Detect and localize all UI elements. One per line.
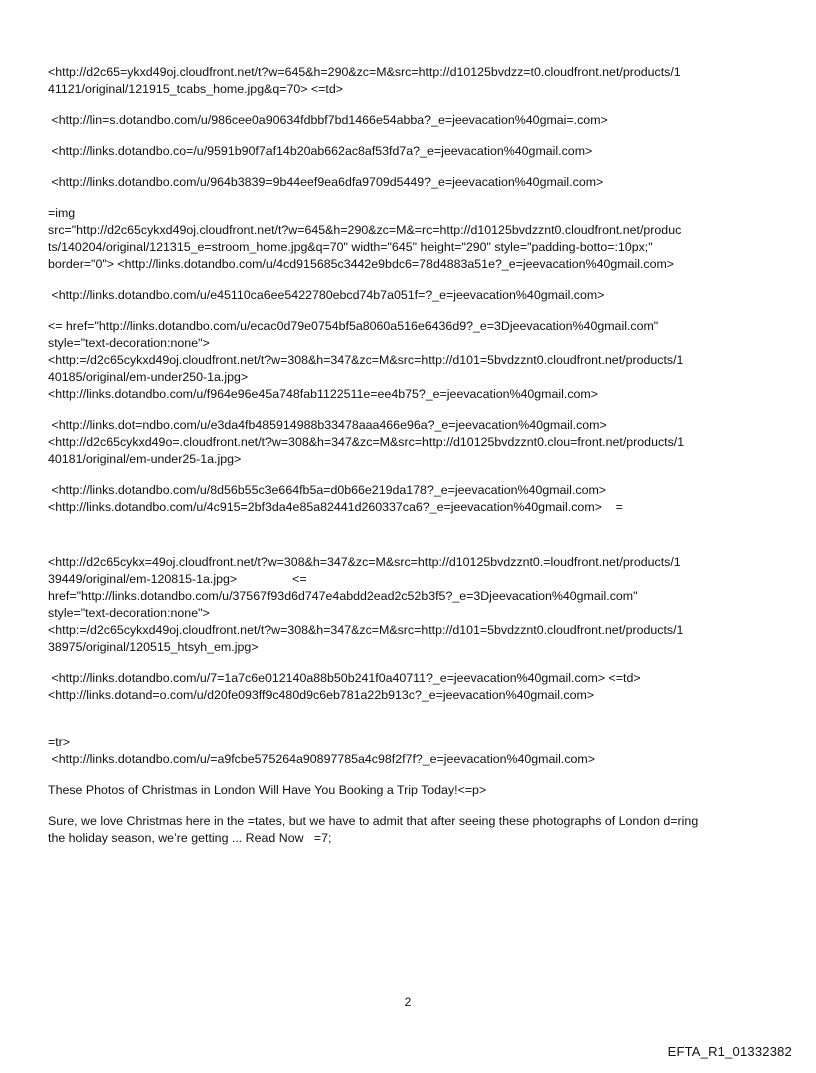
text-line: <http://lin=s.dotandbo.com/u/986cee0a90634fdbbf7bd1466e54abba?_e=jeevacation%40gmai=.com> bbox=[48, 113, 608, 127]
text-line: border="0"> <http://links.dotandbo.com/u/4cd915685c3442e9bdc6=78d4883a51e?_e=jeevacation%40gmail.com> bbox=[48, 257, 675, 271]
text-line: 39449/original/em-120815-1a.jpg> <= bbox=[48, 572, 307, 586]
text-line: <http://links.dotandbo.com/u/964b3839=9b44eef9ea6dfa9709d5449?_e=jeevacation%40gmail.com> bbox=[48, 175, 604, 189]
text-line: 41121/original/121915_tcabs_home.jpg&q=70> <=td> bbox=[48, 82, 343, 96]
text-line: ts/140204/original/121315_e=stroom_home.jpg&q=70" width="645" height="290" style="padding-botto=:10px;" bbox=[48, 240, 653, 254]
document-paragraph bbox=[48, 143, 778, 160]
text-line: <http://d2c65cykx=49oj.cloudfront.net/t?w=308&h=347&zc=M&src=http://d10125bvdzznt0.=loudfront.net/products/1 bbox=[48, 555, 681, 569]
text-line: <http://links.dotandbo.com/u/=a9fcbe575264a90897785a4c98f2f7f?_e=jeevacation%40gmail.com> bbox=[48, 752, 595, 766]
text-line: <http:=/d2c65cykxd49oj.cloudfront.net/t?w=308&h=347&zc=M&src=http://d101=5bvdzznt0.cloudfront.net/products/1 bbox=[48, 623, 684, 637]
text-line: style="text-decoration:none"> bbox=[48, 336, 210, 350]
text-line: <http://d2c65=ykxd49oj.cloudfront.net/t?w=645&h=290&zc=M&src=http://d10125bvdzz=t0.cloudfront.net/products/1 bbox=[48, 65, 681, 79]
text-line: href="http://links.dotandbo.com/u/37567f93d6d747e4abdd2ead2c52b3f5?_e=3Djeevacation%40gmail.com" bbox=[48, 589, 638, 603]
document-paragraph bbox=[48, 734, 778, 768]
text-line: <http://links.dot=ndbo.com/u/e3da4fb485914988b33478aaa466e96a?_e=jeevacation%40gmail.com> bbox=[48, 418, 607, 432]
text-line: 40181/original/em-under25-1a.jpg> bbox=[48, 452, 242, 466]
document-paragraph bbox=[48, 174, 778, 191]
text-line: <http://links.dotandbo.com/u/8d56b55c3e664fb5a=d0b66e219da178?_e=jeevacation%40gmail.com> bbox=[48, 483, 607, 497]
document-paragraph bbox=[48, 670, 778, 704]
document-paragraph bbox=[48, 205, 778, 273]
text-line: <http://links.dotandbo.co=/u/9591b90f7af14b20ab662ac8af53fd7a?_e=jeevacation%40gmail.com> bbox=[48, 144, 593, 158]
text-line: <http://links.dotandbo.com/u/f964e96e45a748fab1122511e=ee4b75?_e=jeevacation%40gmail.com> bbox=[48, 387, 598, 401]
document-paragraph bbox=[48, 554, 778, 656]
document-paragraph bbox=[48, 64, 778, 98]
document-paragraph bbox=[48, 318, 778, 403]
text-line: Sure, we love Christmas here in the =tates, but we have to admit that after seeing these photographs of London d=ring bbox=[48, 814, 699, 828]
page-number: 2 bbox=[404, 995, 412, 1009]
text-line: <http://d2c65cykxd49o=.cloudfront.net/t?w=308&h=347&zc=M&src=http://d10125bvdzznt0.clou=front.net/products/1 bbox=[48, 435, 685, 449]
text-line: 38975/original/120515_htsyh_em.jpg> bbox=[48, 640, 259, 654]
document-paragraph bbox=[48, 482, 778, 516]
text-line: <= href="http://links.dotandbo.com/u/ecac0d79e0754bf5a8060a516e6436d9?_e=3Djeevacation%40gmail.com" bbox=[48, 319, 659, 333]
text-line: style="text-decoration:none"> bbox=[48, 606, 210, 620]
text-line: <http://links.dotandbo.com/u/7=1a7c6e012140a88b50b241f0a40711?_e=jeevacation%40gmail.com> <=td> bbox=[48, 671, 641, 685]
text-line: the holiday season, we’re getting ... Read Now =7; bbox=[48, 831, 332, 845]
document-paragraph bbox=[48, 287, 778, 304]
text-line: <http://links.dotand=o.com/u/d20fe093ff9c480d9c6eb781a22b913c?_e=jeevacation%40gmail.com> bbox=[48, 688, 595, 702]
text-line: <http://links.dotandbo.com/u/e45110ca6ee5422780ebcd74b7a051f=?_e=jeevacation%40gmail.com> bbox=[48, 288, 605, 302]
document-paragraph bbox=[48, 417, 778, 468]
text-line: src="http://d2c65cykxd49oj.cloudfront.net/t?w=645&h=290&zc=M&=rc=http://d10125bvdzznt0.cloudfront.net/produc bbox=[48, 223, 682, 237]
text-line: 40185/original/em-under250-1a.jpg> bbox=[48, 370, 249, 384]
document-paragraph bbox=[48, 813, 778, 847]
text-line: <http://links.dotandbo.com/u/4c915=2bf3da4e85a82441d260337ca6?_e=jeevacation%40gmail.com> = bbox=[48, 500, 623, 514]
text-line: <http:=/d2c65cykxd49oj.cloudfront.net/t?w=308&h=347&zc=M&src=http://d101=5bvdzznt0.cloudfront.net/products/1 bbox=[48, 353, 684, 367]
document-body bbox=[48, 64, 778, 861]
text-line: =img bbox=[48, 206, 76, 220]
document-paragraph bbox=[48, 782, 778, 799]
document-paragraph bbox=[48, 112, 778, 129]
text-line: =tr> bbox=[48, 735, 71, 749]
text-line: These Photos of Christmas in London Will Have You Booking a Trip Today!<=p> bbox=[48, 783, 487, 797]
bates-number: EFTA_R1_01332382 bbox=[667, 1044, 792, 1059]
